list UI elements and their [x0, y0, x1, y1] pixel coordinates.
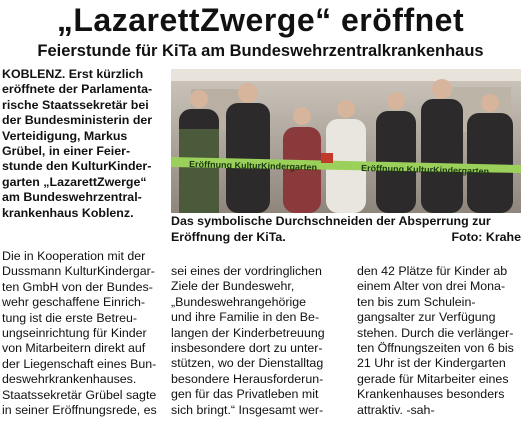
ribbon-cutting-photo: [171, 69, 521, 213]
caption-text: Das symbolische Durchschneiden der Absperrung zur: [171, 214, 491, 228]
body-line: den 42 Plätze für Kinder ab: [357, 264, 508, 278]
ribbon-text: Eröffnung KulturKindergarten: [188, 159, 318, 173]
body-line: 21 Uhr ist der Kindergarten: [357, 356, 506, 371]
body-line: von Mitarbeitern direkt auf: [2, 341, 146, 356]
body-line: gangsalter zur Verfügung: [357, 310, 496, 325]
lead-line: stunde den KulturKinder-: [2, 159, 152, 174]
body-column-1: [2, 249, 165, 418]
lead-line: garten „LazarettZwerge“: [2, 174, 147, 189]
body-line: ten Öffnungszeiten von 6 bis: [357, 340, 514, 355]
photo-credit: Foto: Krahe: [451, 229, 521, 244]
body-line: der Liegenschaft eines Bun-: [2, 356, 157, 371]
body-line: Die in Kooperation mit der: [2, 249, 146, 263]
body-line: stehen. Durch die verlänger-: [357, 325, 514, 340]
body-line: insbesondere dort zu unter-: [171, 340, 323, 355]
body-line: sei eines der vordringlichen: [171, 264, 322, 278]
body-column-2: [171, 264, 341, 418]
body-line: und ihre Familie in den Be-: [171, 310, 320, 325]
body-line: in seiner Eröffnungsrede, es: [2, 402, 157, 417]
lead-line: eröffnete der Parlamenta-: [2, 82, 153, 97]
lead-line: Grübel, in einer Feier-: [2, 143, 131, 158]
body-line: ten bis zum Schulein-: [357, 294, 476, 309]
lead-line: am Bundeswehrzentral-: [2, 190, 142, 205]
body-line: gen für das Privatleben mit: [171, 387, 319, 402]
body-line: besondere Herausforderun-: [171, 371, 324, 386]
lead-line: krankenhaus Koblenz.: [2, 205, 134, 220]
body-line: ten GmbH von der Bundes-: [2, 279, 153, 294]
lead-paragraph: [2, 67, 165, 221]
body-line: Ziele der Bundeswehr,: [171, 279, 295, 294]
body-line: attraktiv. -sah-: [357, 402, 435, 417]
body-line: langen der Kinderbetreuung: [171, 325, 325, 340]
body-line: deswehrkrankenhauses.: [2, 372, 137, 387]
body-line: Staatssekretär Grübel sagte: [2, 387, 157, 402]
lead-line: rische Staatssekretär bei: [2, 97, 149, 112]
body-line: gerade für Mitarbeiter eines: [357, 371, 509, 386]
body-line: einem Alter von drei Mona-: [357, 279, 506, 294]
body-line: stützen, wo der Dienstalltag: [171, 356, 324, 371]
caption-text: Eröffnung der KiTa.: [171, 229, 286, 244]
body-column-3: [357, 264, 519, 418]
event-photo: [171, 69, 521, 213]
body-line: wehr geschaffene Einrich-: [2, 295, 146, 310]
lead-line: Verteidigung, Markus: [2, 128, 128, 143]
lead-line: KOBLENZ. Erst kürzlich: [2, 67, 144, 81]
lead-line: der Bundesministerin der: [2, 113, 153, 128]
subheadline: Feierstunde für KiTa am Bundeswehrzentralkrankenhaus: [37, 42, 484, 60]
photo-caption: [171, 214, 521, 245]
body-line: „Bundeswehrangehörige: [171, 294, 307, 309]
body-line: Dussmann KulturKindergar-: [2, 264, 155, 279]
headline: „LazarettZwerge“ eröffnet: [56, 2, 465, 38]
body-line: ungseinrichtung für Kinder: [2, 325, 147, 340]
body-line: sich bringt.“ Insgesamt wer-: [171, 402, 324, 417]
ribbon-text: Eröffnung KulturKindergarten: [360, 163, 490, 177]
body-line: Krankenhauses besonders: [357, 387, 505, 402]
body-line: tung ist die erste Betreu-: [2, 310, 137, 325]
